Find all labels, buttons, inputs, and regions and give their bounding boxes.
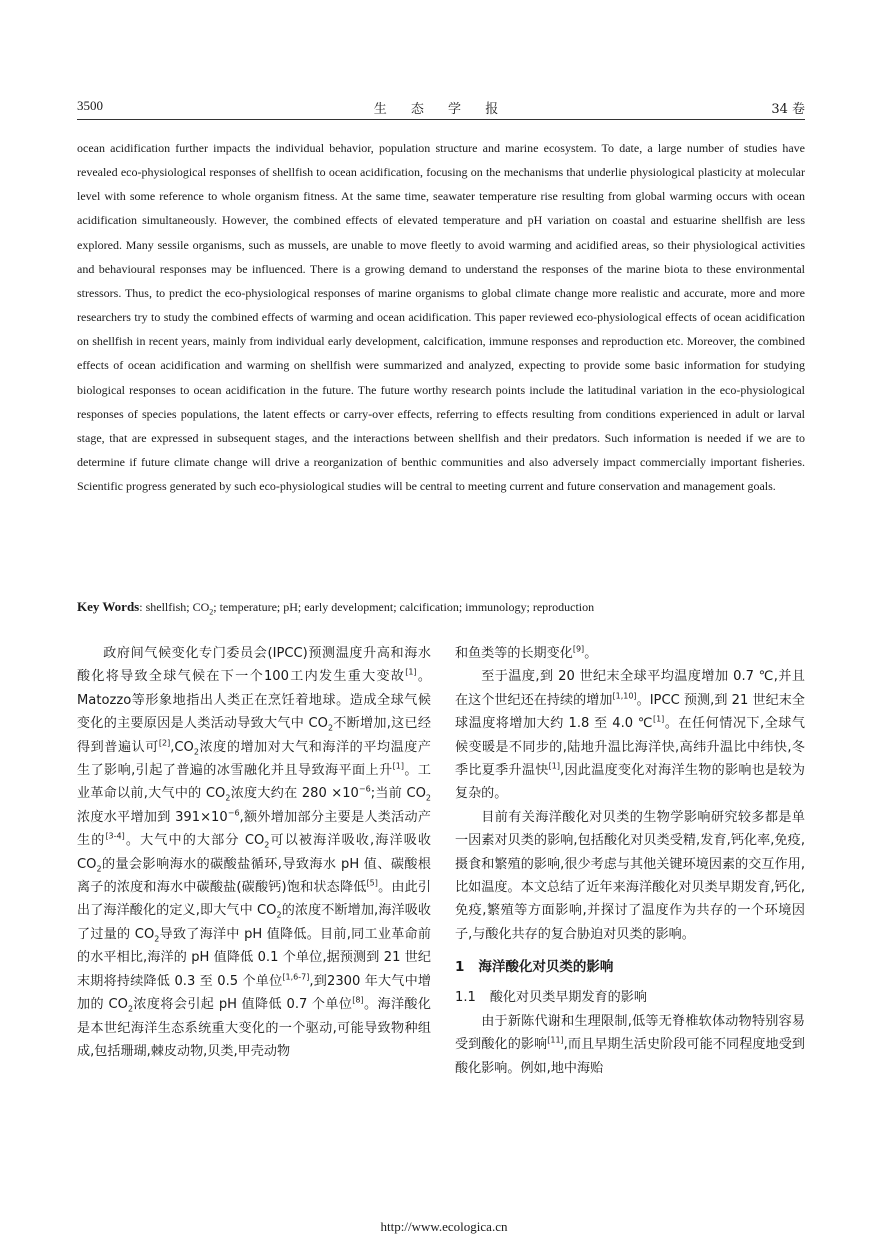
citation: [1,10]: [612, 691, 637, 701]
citation: [9]: [572, 644, 585, 654]
citation: [2]: [158, 738, 171, 748]
keywords: Key Words: shellfish; $CO_2$; temperature; pH; early development; calcification; immunology; reproduction: [77, 599, 595, 617]
citation: [5]: [366, 878, 378, 888]
citation: [1]: [548, 761, 560, 771]
development-paragraph: 由于新陈代谢和生理限制,低等无脊椎软体动物特别容易受到酸化的影响[11],而且早期生活史阶段可能不同程度地受到酸化影响。例如,地中海贻: [455, 1013, 805, 1076]
keywords-label: Key Words: [77, 599, 140, 614]
running-header: [77, 98, 805, 116]
volume-label: 34 卷: [771, 102, 805, 117]
english-abstract: ocean acidification further impacts the individual behavior, population structure and marine ecosystem. To date, a large number of studies have revealed eco-physiological responses of shellfish to ocean acidification, focusing on the mechanisms that underlie physiological plasticity at molecular level with some reference to whole organism fitness. At the same time, seawater temperature rise resulting from global warming occurs with ocean acidification simultaneously. However, the combined effects of elevated temperature and pH variation on coastal and estuarine shellfish are less explored. Many sessile organisms, such as mussels, are unable to move fleetly to avoid warming and acidified areas, so their physiological activities and behavioural responses may be influenced. There is a growing demand to understand the responses of the marine biota to these environmental stressors. Thus, to predict the eco-physiological responses of marine organisms to global climate change more realistic and accurate, more and more researchers try to study the combined effects of warming and ocean acidification. This paper reviewed eco-physiological effects of ocean acidification on shellfish in recent years, mainly from individual early development, calcification, immune responses and reproduction etc. Moreover, the combined effects of ocean acidification and warming on shellfish were summarized and analyzed, expecting to provide some basic information for studying biological responses to ocean acidification in the future. The future worthy research points include the latitudinal variation in the eco-physiological responses of species populations, the latent effects or carry-over effects, referring to effects resulting from conditions experienced in adult or larval stage, that are expressed in subsequent stages, and the interactions between shellfish and their predators. Such information is needed if we are to determine if future climate change will drive a reorganization of benthic communities and also adversely impact commercially important fisheries. Scientific progress generated by such eco-physiological studies will be central to meeting current and future conservation and management goals.: [77, 141, 805, 494]
continued-paragraph: 和鱼类等的长期变化[9]。: [455, 644, 598, 661]
citation: [1,6-7]: [282, 972, 310, 982]
temperature-paragraph: 至于温度,到 20 世纪末全球平均温度增加 0.7 ℃,并且在这个世纪还在持续的增加[1,10]。IPCC 预测,到 21 世纪末全球温度将增加大约 1.8 至 4.0 ℃[1]。在任何情况下,全球气候变暖是不同步的,陆地升温比海洋快,高纬升温比中纬快,冬季比夏季升温快[1],因此温度变化对海洋生物的影响也是较为复杂的。: [455, 669, 806, 802]
left-column: [77, 642, 431, 1063]
summary-paragraph: 目前有关海洋酸化对贝类的生物学影响研究较多都是单一因素对贝类的影响,包括酸化对贝类受精,发育,钙化率,免疫,摄食和繁殖的影响,很少考虑与其他关键环境因素的交互作用,比如温度。本文总结了近年来海洋酸化对贝类早期发育,钙化,免疫,繁殖等方面影响,并探讨了温度作为共存的一个环境因子,与酸化共存的复合胁迫对贝类的影响。: [455, 809, 805, 942]
header-rule: [77, 119, 805, 120]
citation: [8]: [352, 995, 364, 1005]
footer-url[interactable]: http://www.ecologica.cn: [380, 1219, 508, 1234]
citation: [1]: [652, 714, 665, 724]
intro-paragraph: 政府间气候变化专门委员会(IPCC)预测温度升高和海水酸化将导致全球气候在下一个100工内发生重大变故[1]。Matozzo等形象地指出人类正在烹饪着地球。造成全球气候变化的主要原因是人类活动导致大气中 $CO_2$不断增加,这已经得到普遍认可$[2],CO_2$浓度的增加对大气和海洋的平均温度产生了影响,引起了普遍的冰雪融化并且导致海平面上升[1]。工业革命以前,大气中的 $CO_2$浓度大约在 $280 \times 10^{-6}$;当前 $CO_2$浓度水平增加到 $391\times 10^{-6}$,额外增加部分主要是人类活动产生的[3-4]。大气中的大部分 $CO_2$可以被海洋吸收,海洋吸收 $CO_2$的量会影响海水的碳酸盐循环,导致海水 pH 值、碳酸根离子的浓度和海水中碳酸盐(碳酸钙)饱和状态降低[5]。由此引出了海洋酸化的定义,即大气中 $CO_2$的浓度不断增加,海洋吸收了过量的 $CO_2$导致了海洋中 pH 值降低。目前,同工业革命前的水平相比,海洋的 pH 值降低 0.1 个单位,据预测到 21 世纪末期将持续降低 0.3 至 0.5 个单位[1,6-7],到2300 年大气中增加的 $CO_2$浓度将会引起 pH 值降低 0.7 个单位[8]。海洋酸化是本世纪海洋生态系统重大变化的一个驱动,可能导致物种组成,包括珊瑚,棘皮动物,贝类,甲壳动物: [77, 646, 432, 1059]
section-heading: 1 海洋酸化对贝类的影响: [455, 959, 614, 976]
citation: [3-4]: [105, 831, 125, 841]
right-column: [455, 642, 805, 1080]
citation: [1]: [405, 668, 417, 678]
citation: [11]: [547, 1035, 564, 1045]
journal-title: 生 态 学 报: [373, 102, 509, 117]
page-number: 3500: [77, 98, 103, 113]
subsection-heading: 1.1 酸化对贝类早期发育的影响: [455, 990, 647, 1006]
citation: [1]: [392, 761, 404, 771]
